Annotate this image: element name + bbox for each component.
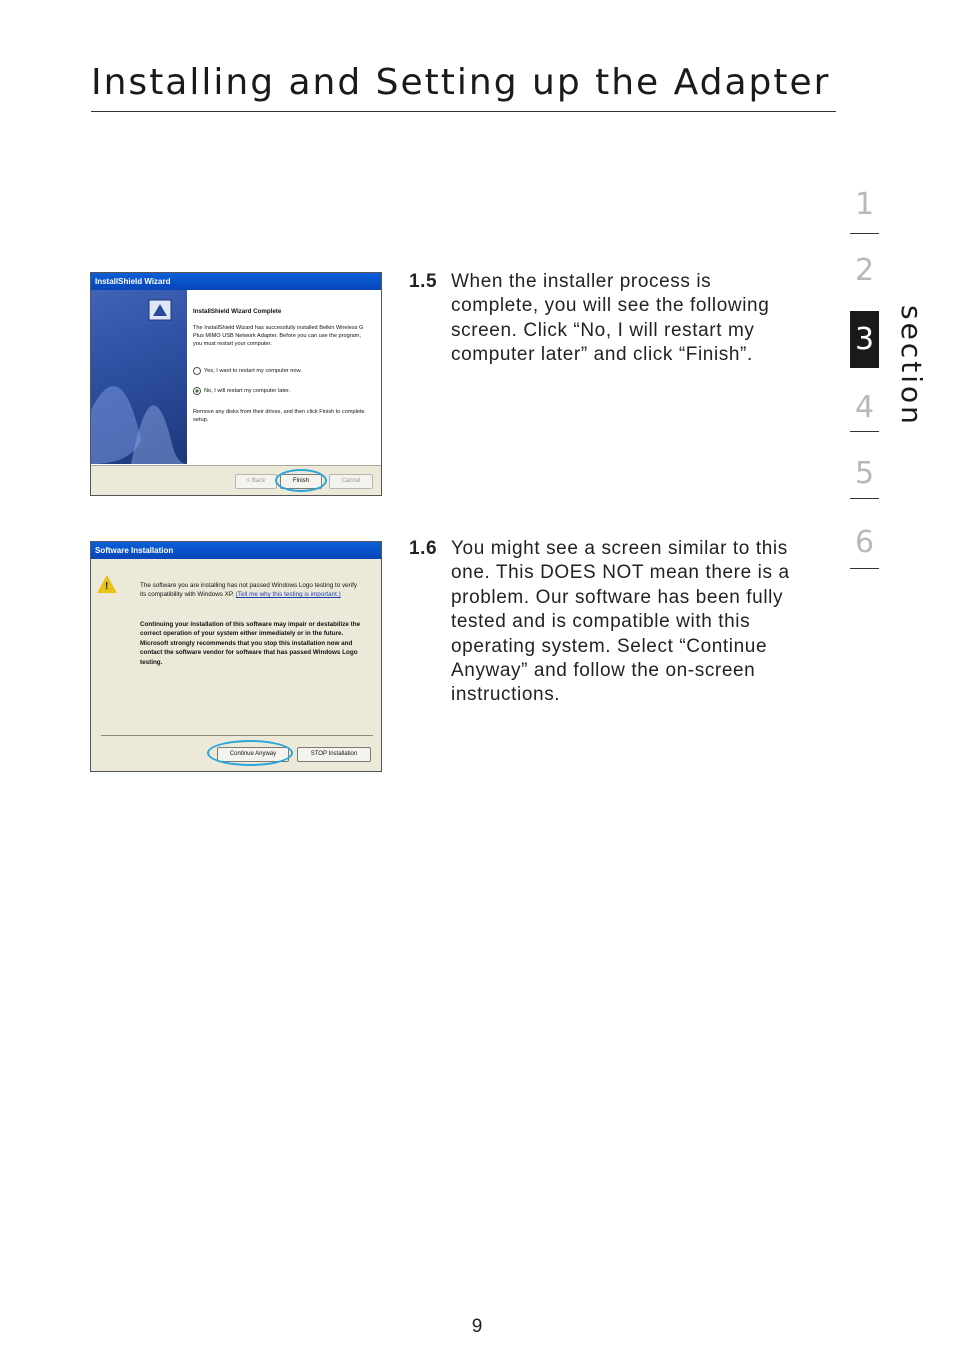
page-title: Installing and Setting up the Adapter (91, 62, 831, 103)
section-nav-rule (850, 498, 879, 499)
step-text: When the installer process is complete, you will see the following screen. Click “No, I will restart my computer later” and click “Finish”. (451, 271, 770, 366)
section-nav-5[interactable]: 5 (854, 456, 875, 491)
page-number: 9 (471, 1316, 483, 1337)
section-label: section (895, 305, 928, 427)
restart-now-option[interactable] (193, 367, 302, 375)
wizard-message: The InstallShield Wizard has successfully installed Belkin Wireless G Plus MIMO USB Network Adapter. Before you can use the program, you must restart your computer. (193, 325, 364, 347)
step-1-6 (409, 537, 791, 708)
step-number: 1.5 (409, 271, 438, 292)
step-number: 1.6 (409, 538, 438, 559)
dialog-body (91, 559, 381, 771)
cancel-button[interactable]: Cancel (329, 474, 373, 489)
section-nav-rule (850, 233, 879, 234)
warning-exclamation-icon: ! (105, 581, 109, 592)
dialog-message (140, 581, 362, 599)
installshield-screenshot (90, 272, 382, 496)
wizard-banner (91, 290, 187, 464)
finish-button[interactable]: Finish (280, 474, 322, 489)
title-rule (91, 111, 836, 112)
step-text: You might see a screen similar to this one. This DOES NOT mean there is a problem. Our software has been fully tested and is compatible with this operating system. Select “Continue Anyway” and follow the on-screen instructions. (451, 538, 790, 706)
wizard-graphic-icon (91, 290, 187, 464)
section-nav-1[interactable]: 1 (854, 187, 875, 222)
back-button[interactable]: < Back (235, 474, 277, 489)
stop-installation-button[interactable]: STOP Installation (297, 747, 371, 762)
radio-unchecked-icon[interactable] (193, 367, 201, 375)
software-installation-screenshot (90, 541, 382, 772)
finish-highlight-oval (275, 469, 327, 492)
continue-anyway-button[interactable]: Continue Anyway (217, 747, 289, 762)
section-nav-rule (850, 568, 879, 569)
restart-later-option[interactable] (193, 387, 290, 395)
section-nav-2[interactable]: 2 (854, 253, 875, 288)
restart-later-label: No, I will restart my computer later. (204, 388, 291, 394)
compatibility-message: The software you are installing has not passed Windows Logo testing to verify its compatibility with Windows XP. (140, 582, 358, 598)
wizard-note: Remove any disks from their drives, and then click Finish to complete setup. (193, 409, 365, 423)
step-1-5 (409, 270, 791, 368)
section-nav-rule (850, 431, 879, 432)
restart-now-label: Yes, I want to restart my computer now. (204, 368, 302, 374)
section-nav-6[interactable]: 6 (854, 525, 875, 560)
dialog-divider (101, 735, 373, 736)
radio-checked-icon[interactable] (193, 387, 201, 395)
dialog-warning: Continuing your installation of this software may impair or destabilize the correct operation of your system either immediately or in the future. Microsoft strongly recommends that you stop this installation now and contact the software vendor for software that has passed Windows Logo testing. (140, 621, 361, 666)
wizard-content (187, 290, 381, 464)
section-nav-4[interactable]: 4 (854, 390, 875, 425)
continue-highlight-oval (207, 740, 293, 766)
tell-me-why-link[interactable]: (Tell me why this testing is important.) (235, 591, 341, 598)
wizard-button-bar (91, 465, 381, 495)
wizard-heading: InstallShield Wizard Complete (193, 308, 282, 315)
section-nav-3-active[interactable]: 3 (850, 311, 879, 368)
window-title: Software Installation (91, 542, 381, 559)
window-title: InstallShield Wizard (91, 273, 381, 290)
